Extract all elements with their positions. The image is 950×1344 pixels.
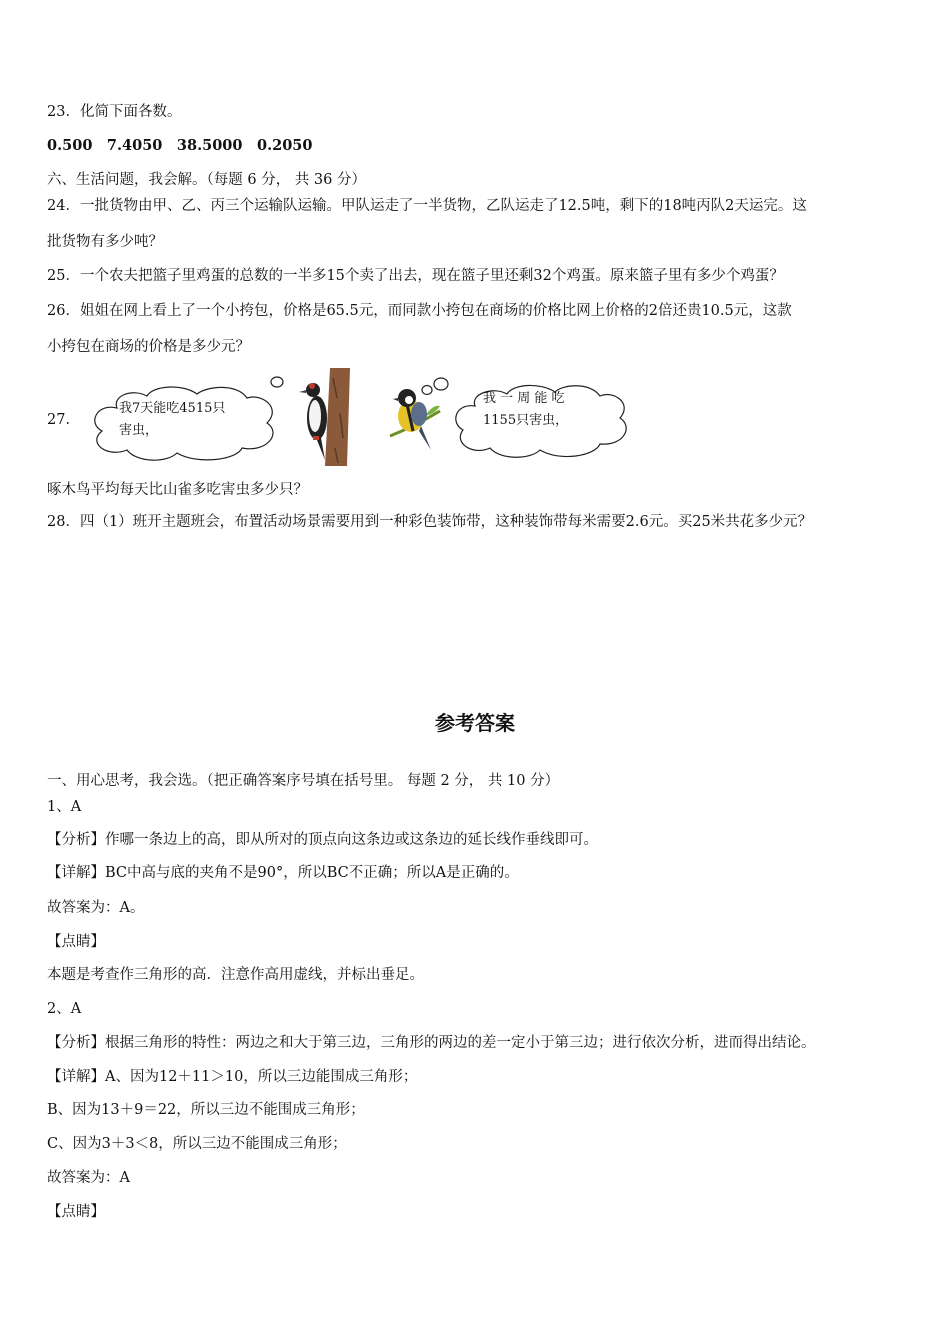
tit-speech [483,388,603,432]
section6-heading: 六、生活问题，我会解。（每题 6 分， 共 36 分） [47,172,366,188]
answers-section1-heading: 一、用心思考，我会选。（把正确答案序号填在括号里。 每题 2 分， 共 10 分） [47,773,560,789]
q26-line1: 26．姐姐在网上看上了一个小挎包，价格是65.5元，而同款小挎包在商场的价格比网上价格的2倍还贵10.5元，这款 [47,303,792,319]
a2-label: 2、A [47,1001,82,1017]
q27-number: 27． [47,412,80,428]
tit-line2: 1155只害虫， [483,413,569,428]
a2-detail3: C、因为3＋3＜8，所以三边不能围成三角形； [47,1136,347,1152]
q23-numbers: 0.500 7.4050 38.5000 0.2050 [47,137,313,154]
a2-analysis: 【分析】根据三角形的特性：两边之和大于第三边，三角形的两边的差一定小于第三边；进行依次分析，进而得出结论。 [47,1035,816,1051]
a2-detail1: 【详解】A、因为12＋11＞10，所以三边能围成三角形； [47,1069,418,1085]
a1-tip: 本题是考查作三角形的高．注意作高用虚线，并标出垂足。 [47,967,424,983]
answers-title: 参考答案 [435,711,515,735]
a1-conclusion: 故答案为：A。 [47,900,145,916]
a1-tip-label: 【点睛】 [47,934,105,950]
q26-line2: 小挎包在商场的价格是多少元？ [47,339,250,355]
woodpecker-illustration [285,368,355,466]
a2-conclusion: 故答案为：A [47,1170,130,1186]
q27-question: 啄木鸟平均每天比山雀多吃害虫多少只？ [47,482,308,498]
woodpecker-line2: 害虫， [119,423,159,438]
a2-detail2: B、因为13＋9＝22，所以三边不能围成三角形； [47,1102,365,1118]
q28-line1: 28．四（1）班开主题班会，布置活动场景需要用到一种彩色装饰带，这种装饰带每米需要2.6元。买25米共花多少元？ [47,514,813,530]
q24-line2: 批货物有多少吨？ [47,234,163,250]
q25-line1: 25．一个农夫把篮子里鸡蛋的总数的一半多15个卖了出去，现在篮子里还剩32个鸡蛋。原来篮子里有多少个鸡蛋？ [47,268,784,284]
woodpecker-line1: 我7天能吃4515只 [119,401,226,416]
a1-label: 1、A [47,799,82,815]
q27-figure [47,368,647,468]
tit-line1: 我 一 周 能 吃 [483,391,565,406]
q23-stem: 23．化简下面各数。 [47,104,182,120]
q24-line1: 24．一批货物由甲、乙、丙三个运输队运输。甲队运走了一半货物，乙队运走了12.5吨，剩下的18吨丙队2天运完。这 [47,198,807,214]
a2-tip-label: 【点睛】 [47,1204,105,1220]
woodpecker-speech [119,398,259,442]
a1-analysis: 【分析】作哪一条边上的高，即从所对的顶点向这条边或这条边的延长线作垂线即可。 [47,832,598,848]
a1-detail: 【详解】BC中高与底的夹角不是90°，所以BC不正确；所以A是正确的。 [47,865,519,881]
